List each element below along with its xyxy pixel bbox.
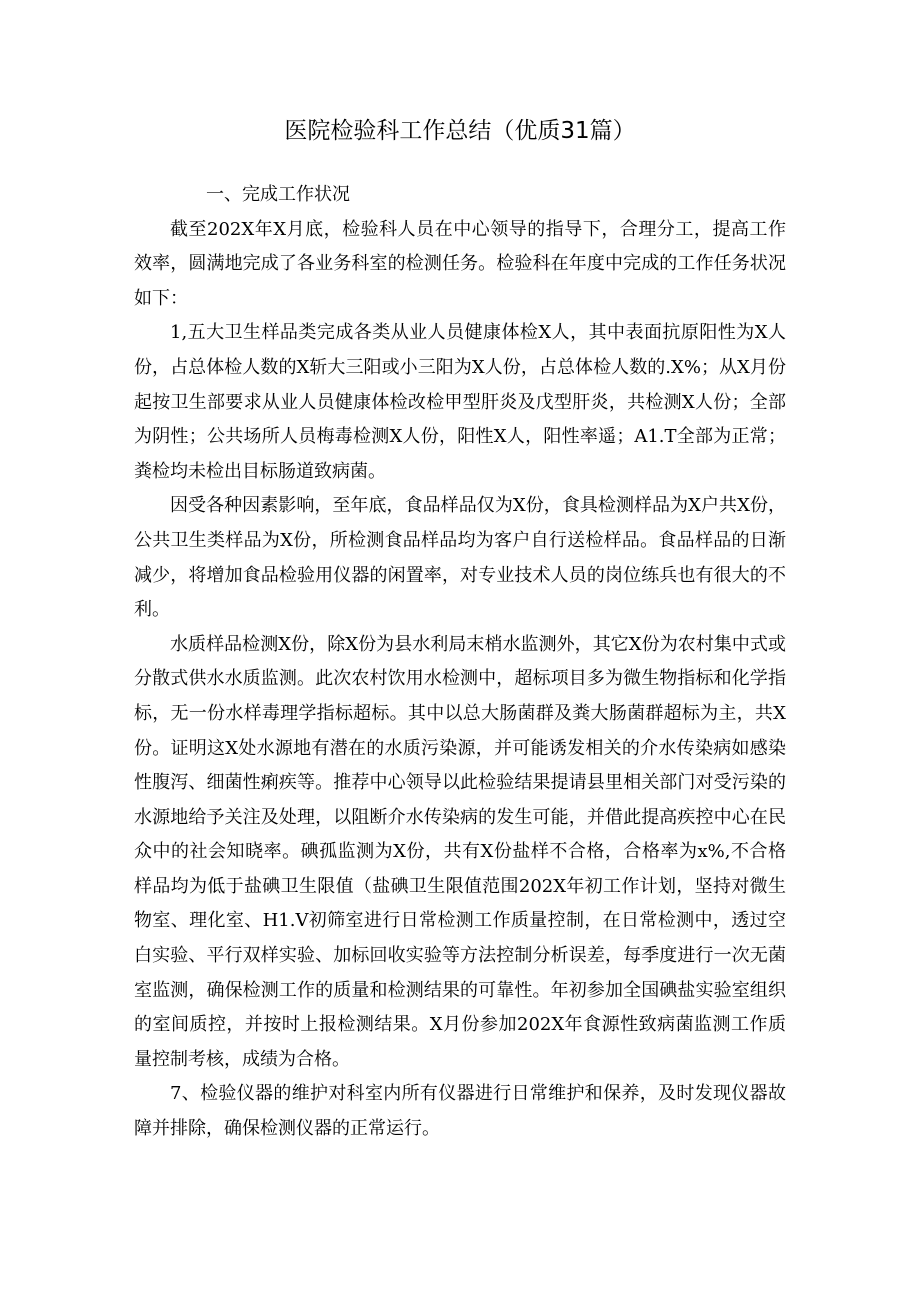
paragraph: 1,五大卫生样品类完成各类从业人员健康体检X人，其中表面抗原阳性为X人份，占总体检人数的X斩大三阳或小三阳为X人份，占总体检人数的.X%；从X月份起按卫生部要求从业人员健康体检改检甲型肝炎及戊型肝炎，共检测X人份；全部为阴性；公共场所人员梅毒检测X人份，阳性X人，阳性率遥；A1.T全部为正常；粪检均未检出目标肠道致病菌。 xyxy=(134,322,786,482)
document-title: 医院检验科工作总结（优质31篇） xyxy=(284,118,636,144)
paragraph: 7、检验仪器的维护对科室内所有仪器进行日常维护和保养，及时发现仪器故障并排除，确保检测仪器的正常运行。 xyxy=(134,1083,786,1140)
paragraph: 截至202X年X月底，检验科人员在中心领导的指导下，合理分工，提高工作效率，圆满地完成了各业务科室的检测任务。检验科在年度中完成的工作任务状况如下： xyxy=(134,218,786,309)
paragraph: 水质样品检测X份，除X份为县水利局末梢水监测外，其它X份为农村集中式或分散式供水水质监测。此次农村饮用水检测中，超标项目多为微生物指标和化学指标，无一份水样毒理学指标超标。其中以总大肠菌群及粪大肠菌群超标为主，共X份。证明这X处水源地有潜在的水质污染源，并可能诱发相关的介水传染病如感染性腹泻、细菌性痢疾等。推荐中心领导以此检验结果提请县里相关部门对受污染的水源地给予关注及处理，以阻断介水传染病的发生可能，并借此提高疾控中心在民众中的社会知晓率。碘孤监测为X份，共有X份盐样不合格，合格率为x%,不合格样品均为低于盐碘卫生限值（盐碘卫生限值范围202X年初工作计划，坚持对微生物室、理化室、H1.V初筛室进行日常检测工作质量控制，在日常检测中，透过空白实验、平行双样实验、加标回收实验等方法控制分析误差，每季度进行一次无菌室监测，确保检测工作的质量和检测结果的可靠性。年初参加全国碘盐实验室组织的室间质控，并按时上报检测结果。X月份参加202X年食源性致病菌监测工作质量控制考核，成绩为合格。 xyxy=(134,633,786,1070)
section-heading: 一、完成工作状况 xyxy=(206,184,350,205)
document-body xyxy=(134,178,786,1147)
paragraph: 因受各种因素影响，至年底，食品样品仅为X份，食具检测样品为X户共X份，公共卫生类样品为X份，所检测食品样品均为客户自行送检样品。食品样品的日渐减少，将增加食品检验用仪器的闲置率，对专业技术人员的岗位练兵也有很大的不利。 xyxy=(134,495,786,621)
